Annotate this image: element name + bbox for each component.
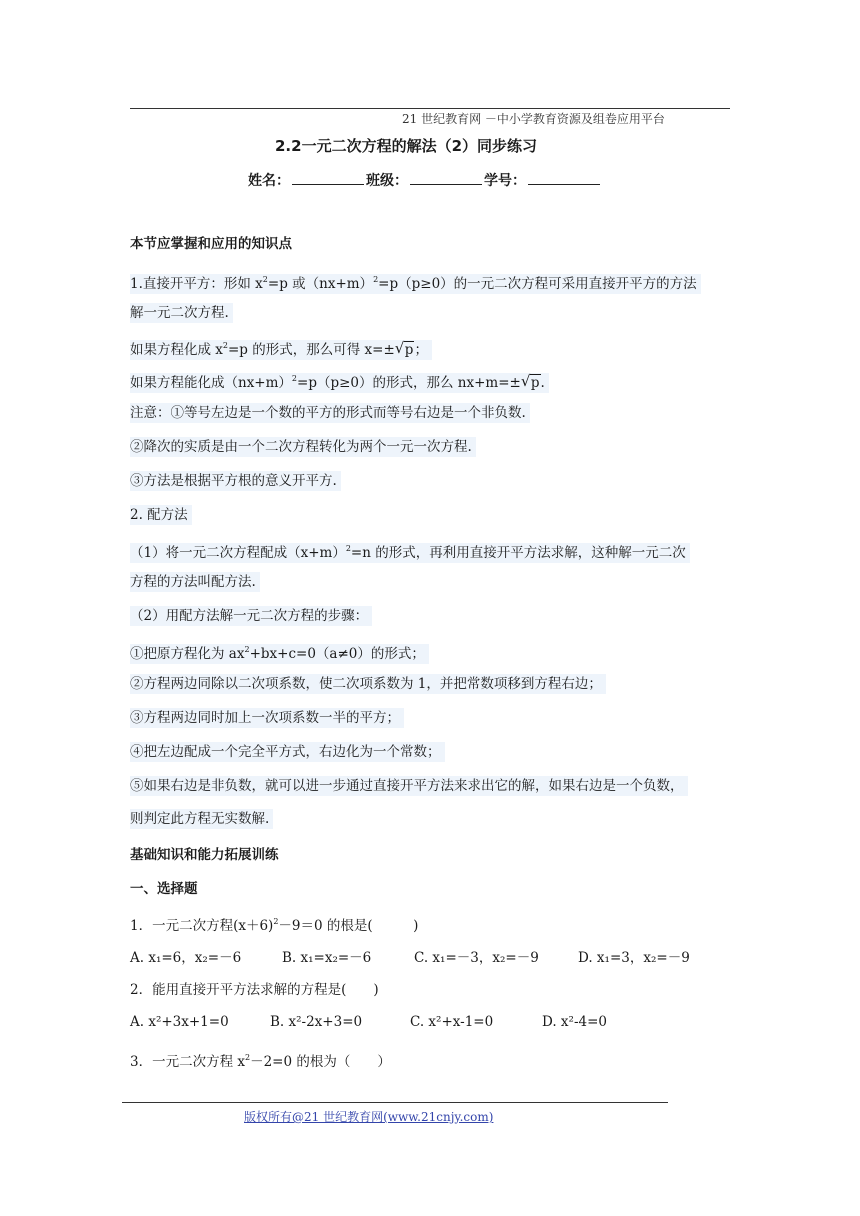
question-1-options	[130, 946, 690, 966]
class-blank[interactable]	[410, 172, 482, 185]
q1-option-d[interactable]: D. x₁=3，x₂=－9	[578, 950, 690, 966]
point-2-def: （1）将一元二次方程配成$(x+m)^2=n$ 的形式，再利用直接开平方法求解，这种解一元二次	[130, 539, 690, 563]
header-rule	[130, 108, 730, 109]
header-site: 21 世纪教育网 －中小学教育资源及组卷应用平台	[402, 112, 665, 126]
section-heading: 本节应掌握和应用的知识点	[130, 236, 292, 252]
name-blank[interactable]	[292, 172, 364, 185]
footer-copyright-link[interactable]: 版权所有@21 世纪教育网(www.21cnjy.com)	[244, 1110, 494, 1124]
name-label: 姓名：	[248, 173, 290, 189]
q1-option-c[interactable]: C. x₁=－3，x₂=－9	[414, 950, 539, 966]
q1-option-a[interactable]: A. x₁=6，x₂=－6	[130, 950, 242, 966]
q2-option-a[interactable]: A. x²+3x+1=0	[130, 1014, 229, 1030]
step-1: ①把原方程化为 $ax^2+bx+c=0(a\ne 0)$的形式；	[130, 640, 429, 664]
student-info	[248, 170, 602, 190]
sqrt-symbol: √ p	[395, 340, 415, 360]
q2-option-b[interactable]: B. x²-2x+3=0	[270, 1014, 363, 1030]
question-1: 1．一元二次方程$(x+6)^2-9=0$ 的根是( )	[130, 917, 419, 934]
step-5: ⑤如果右边是非负数，就可以进一步通过直接开平方法来求出它的解，如果右边是一个负数，	[130, 776, 688, 796]
step-4: ④把左边配成一个完全平方式，右边化为一个常数；	[130, 742, 445, 762]
step-5-cont: 则判定此方程无实数解.	[130, 809, 273, 829]
training-heading: 基础知识和能力拓展训练	[130, 847, 279, 863]
point-2: 2. 配方法	[130, 505, 192, 525]
point-2-def-cont: 方程的方法叫配方法.	[130, 572, 260, 592]
q2-option-c[interactable]: C. x²+x-1=0	[410, 1014, 494, 1030]
q1-option-b[interactable]: B. x₁=x₂=－6	[282, 950, 372, 966]
point-1-formula-b: 如果方程能化成$(nx+m)^2=p(p\ge 0)$的形式，那么 nx+m=±√ p.	[130, 369, 549, 393]
note-3: ③方法是根据平方根的意义开平方.	[130, 471, 341, 491]
id-blank[interactable]	[528, 172, 600, 185]
point-1-formula-a: 如果方程化成 $x^2=p$ 的形式，那么可得 x=±√ p；	[130, 336, 432, 360]
step-2: ②方程两边同除以二次项系数，使二次项系数为 1，并把常数项移到方程右边；	[130, 674, 606, 694]
question-3: 3．一元二次方程 $x^2-2=0$ 的根为（ ）	[130, 1053, 391, 1070]
note-2: ②降次的实质是由一个二次方程转化为两个一元一次方程.	[130, 437, 476, 457]
sqrt-symbol: √ p	[521, 373, 541, 393]
q2-option-d[interactable]: D. x²-4=0	[542, 1014, 608, 1030]
id-label: 学号：	[484, 173, 526, 189]
question-2: 2．能用直接开平方法求解的方程是( )	[130, 982, 379, 998]
question-2-options	[130, 1014, 607, 1030]
class-label: 班级：	[366, 173, 408, 189]
step-3: ③方程两边同时加上一次项系数一半的平方；	[130, 708, 404, 728]
point-1: 1.直接开平方：形如 $x^2=p$ 或$(nx+m)^2=p(p\ge 0)$的一元二次方程可采用直接开平方的方法	[130, 270, 701, 294]
point-1-cont: 解一元二次方程.	[130, 303, 233, 323]
page-title: 2.2一元二次方程的解法（2）同步练习	[275, 137, 538, 155]
note-1: 注意：①等号左边是一个数的平方的形式而等号右边是一个非负数.	[130, 403, 530, 423]
steps-heading: （2）用配方法解一元二次方程的步骤：	[130, 606, 372, 626]
choice-heading: 一、选择题	[130, 881, 198, 897]
footer-rule	[122, 1102, 668, 1103]
